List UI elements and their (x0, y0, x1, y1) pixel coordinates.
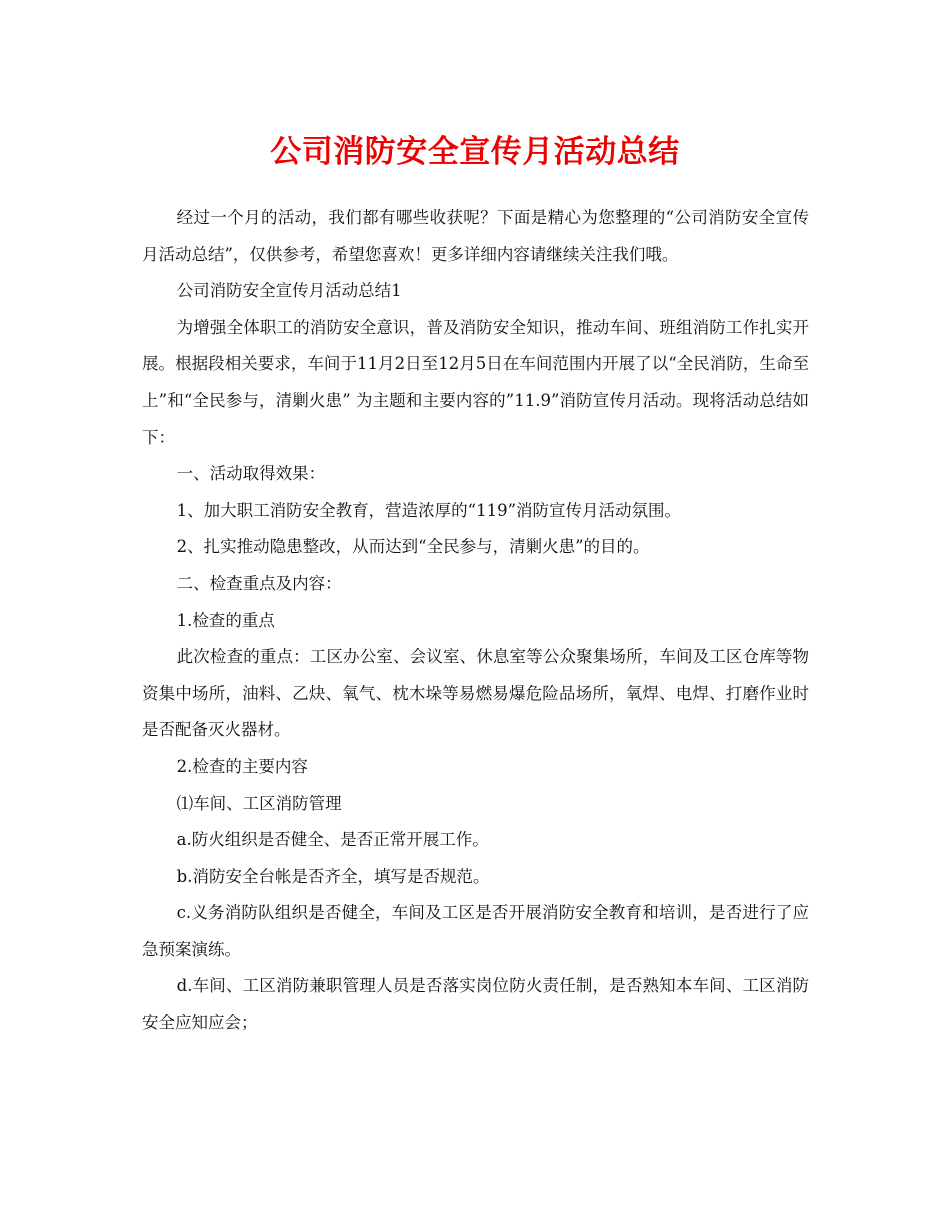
paragraph-item-d: d.车间、工区消防兼职管理人员是否落实岗位防火责任制，是否熟知本车间、工区消防安全应知应会； (142, 976, 809, 1033)
paragraph-item-management: ⑴车间、工区消防管理 (176, 793, 342, 813)
paragraph-subheading-focus: 1.检查的重点 (176, 610, 275, 630)
paragraph-focus-detail: 此次检查的重点：工区办公室、会议室、休息室等公众聚集场所，车间及工区仓库等物资集中场所，油料、乙炔、氧气、枕木垛等易燃易爆危险品场所，氧焊、电焊、打磨作业时是否配备灭火器材。 (142, 647, 809, 740)
paragraph-effect-1: 1、加大职工消防安全教育，营造浓厚的“119”消防宣传月活动氛围。 (176, 500, 682, 520)
document-title: 公司消防安全宣传月活动总结 (270, 134, 680, 170)
paragraph-item-a: a.防火组织是否健全、是否正常开展工作。 (176, 830, 489, 850)
paragraph-intro: 经过一个月的活动，我们都有哪些收获呢？下面是精心为您整理的“公司消防安全宣传月活动总结”，仅供参考，希望您喜欢！更多详细内容请继续关注我们哦。 (142, 208, 809, 264)
paragraph-background: 为增强全体职工的消防安全意识，普及消防安全知识，推动车间、班组消防工作扎实开展。根据段相关要求，车间于11月2日至12月5日在车间范围内开展了以“全民消防，生命至上”和“全民参与，清剿火患” 为主题和主要内容的”11.9”消防宣传月活动。现将活动总结如下： (142, 317, 809, 447)
paragraph-item-b: b.消防安全台帐是否齐全，填写是否规范。 (176, 866, 490, 886)
paragraph-heading-inspection: 二、检查重点及内容： (176, 573, 342, 593)
paragraph-subheading-content: 2.检查的主要内容 (176, 756, 308, 776)
paragraph-item-c: c.义务消防队组织是否健全，车间及工区是否开展消防安全教育和培训，是否进行了应急预案演练。 (142, 903, 809, 959)
paragraph-heading-effects: 一、活动取得效果： (176, 464, 326, 484)
paragraph-subtitle: 公司消防安全宣传月活动总结1 (176, 281, 402, 301)
document-body (142, 200, 809, 1042)
paragraph-effect-2: 2、扎实推动隐患整改，从而达到“全民参与，清剿火患”的目的。 (176, 537, 650, 557)
